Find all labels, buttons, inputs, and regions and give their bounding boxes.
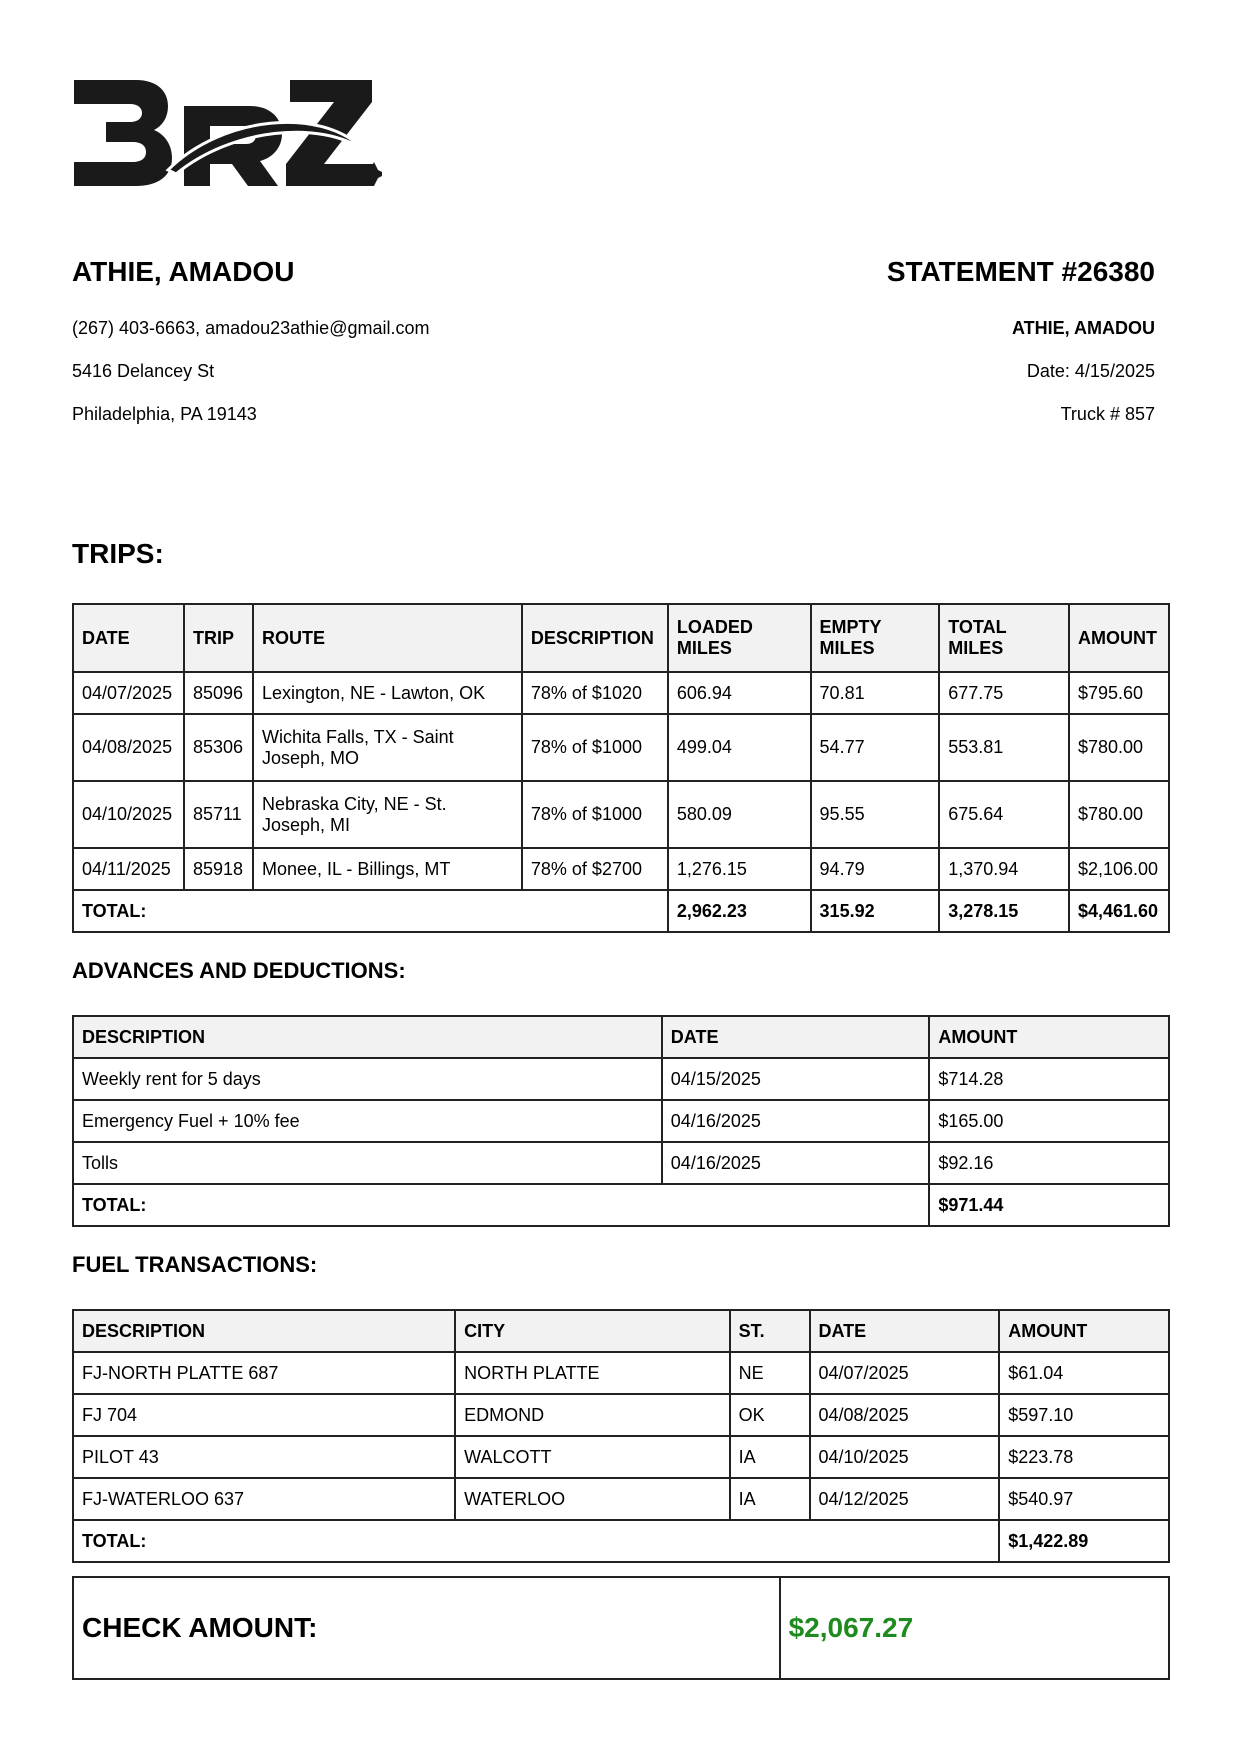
advance-date: 04/15/2025 [662, 1058, 930, 1100]
trips-total-loaded-miles: 2,962.23 [668, 890, 811, 932]
fuel-state: IA [730, 1436, 810, 1478]
advance-description: Tolls [73, 1142, 662, 1184]
table-row [73, 714, 1169, 781]
advance-amount: $165.00 [929, 1100, 1169, 1142]
check-amount-row [73, 1577, 1169, 1679]
table-row [73, 848, 1169, 890]
fuel-col-city: CITY [455, 1310, 729, 1352]
trip-loaded-miles: 1,276.15 [668, 848, 811, 890]
trips-col-description: DESCRIPTION [522, 604, 668, 672]
trip-total-miles: 675.64 [939, 781, 1069, 848]
driver-address-line2: Philadelphia, PA 19143 [72, 404, 257, 424]
trips-col-total-miles: TOTAL MILES [939, 604, 1069, 672]
fuel-description: FJ-NORTH PLATTE 687 [73, 1352, 455, 1394]
statement-date: Date: 4/15/2025 [1026, 361, 1155, 381]
fuel-date: 04/08/2025 [810, 1394, 1000, 1436]
table-row [73, 781, 1169, 848]
fuel-col-date: DATE [810, 1310, 1000, 1352]
trip-total-miles: 1,370.94 [939, 848, 1069, 890]
advances-total-label: TOTAL: [73, 1184, 929, 1226]
fuel-date: 04/12/2025 [810, 1478, 1000, 1520]
table-row [73, 1394, 1169, 1436]
table-row [73, 1100, 1169, 1142]
fuel-total-label: TOTAL: [73, 1520, 999, 1562]
check-amount-value: $2,067.27 [780, 1577, 1169, 1679]
table-row [73, 1436, 1169, 1478]
trip-number: 85096 [184, 672, 253, 714]
fuel-col-state: ST. [730, 1310, 810, 1352]
advances-total-row [73, 1184, 1169, 1226]
trips-total-label: TOTAL: [73, 890, 668, 932]
fuel-amount: $223.78 [999, 1436, 1169, 1478]
advances-table [72, 1015, 1170, 1227]
fuel-col-description: DESCRIPTION [73, 1310, 455, 1352]
table-row [73, 1352, 1169, 1394]
trip-empty-miles: 95.55 [811, 781, 940, 848]
trip-description: 78% of $1000 [522, 781, 668, 848]
fuel-description: FJ 704 [73, 1394, 455, 1436]
advance-description: Emergency Fuel + 10% fee [73, 1100, 662, 1142]
trip-route: Lexington, NE - Lawton, OK [253, 672, 522, 714]
fuel-city: EDMOND [455, 1394, 729, 1436]
trip-route: Wichita Falls, TX - Saint Joseph, MO [253, 714, 522, 781]
trips-table [72, 603, 1170, 933]
driver-contact: (267) 403-6663, amadou23athie@gmail.com [72, 318, 430, 338]
trips-total-empty-miles: 315.92 [811, 890, 940, 932]
fuel-total-amount: $1,422.89 [999, 1520, 1169, 1562]
advances-total-amount: $971.44 [929, 1184, 1169, 1226]
table-row [73, 1142, 1169, 1184]
fuel-title: FUEL TRANSACTIONS: [72, 1252, 318, 1277]
statement-name: ATHIE, AMADOU [1012, 318, 1155, 338]
fuel-table [72, 1309, 1170, 1563]
advance-date: 04/16/2025 [662, 1100, 930, 1142]
trip-empty-miles: 94.79 [811, 848, 940, 890]
check-amount-label: CHECK AMOUNT: [73, 1577, 780, 1679]
trip-route: Nebraska City, NE - St. Joseph, MI [253, 781, 522, 848]
fuel-city: NORTH PLATTE [455, 1352, 729, 1394]
trip-number: 85918 [184, 848, 253, 890]
trips-col-loaded-miles: LOADED MILES [668, 604, 811, 672]
fuel-state: OK [730, 1394, 810, 1436]
driver-name: ATHIE, AMADOU [72, 256, 295, 287]
fuel-amount: $61.04 [999, 1352, 1169, 1394]
advances-col-description: DESCRIPTION [73, 1016, 662, 1058]
trip-number: 85711 [184, 781, 253, 848]
trip-date: 04/08/2025 [73, 714, 184, 781]
trip-date: 04/10/2025 [73, 781, 184, 848]
trip-route: Monee, IL - Billings, MT [253, 848, 522, 890]
trip-description: 78% of $1020 [522, 672, 668, 714]
advance-date: 04/16/2025 [662, 1142, 930, 1184]
trips-total-total-miles: 3,278.15 [939, 890, 1069, 932]
advance-amount: $714.28 [929, 1058, 1169, 1100]
trip-date: 04/11/2025 [73, 848, 184, 890]
advance-description: Weekly rent for 5 days [73, 1058, 662, 1100]
trips-title: TRIPS: [72, 538, 164, 569]
trips-col-route: ROUTE [253, 604, 522, 672]
trip-total-miles: 677.75 [939, 672, 1069, 714]
fuel-city: WALCOTT [455, 1436, 729, 1478]
trip-description: 78% of $2700 [522, 848, 668, 890]
trip-empty-miles: 54.77 [811, 714, 940, 781]
fuel-description: PILOT 43 [73, 1436, 455, 1478]
trip-amount: $795.60 [1069, 672, 1169, 714]
trip-loaded-miles: 580.09 [668, 781, 811, 848]
trip-loaded-miles: 606.94 [668, 672, 811, 714]
trip-description: 78% of $1000 [522, 714, 668, 781]
table-row [73, 1478, 1169, 1520]
fuel-description: FJ-WATERLOO 637 [73, 1478, 455, 1520]
fuel-col-amount: AMOUNT [999, 1310, 1169, 1352]
table-row [73, 1058, 1169, 1100]
trip-amount: $2,106.00 [1069, 848, 1169, 890]
fuel-date: 04/10/2025 [810, 1436, 1000, 1478]
table-row [73, 672, 1169, 714]
trips-col-trip: TRIP [184, 604, 253, 672]
trip-amount: $780.00 [1069, 781, 1169, 848]
fuel-total-row [73, 1520, 1169, 1562]
fuel-date: 04/07/2025 [810, 1352, 1000, 1394]
trips-col-amount: AMOUNT [1069, 604, 1169, 672]
fuel-state: IA [730, 1478, 810, 1520]
fuel-state: NE [730, 1352, 810, 1394]
fuel-city: WATERLOO [455, 1478, 729, 1520]
advance-amount: $92.16 [929, 1142, 1169, 1184]
trip-total-miles: 553.81 [939, 714, 1069, 781]
fuel-header-row [73, 1310, 1169, 1352]
advances-title: ADVANCES AND DEDUCTIONS: [72, 958, 406, 983]
trips-total-amount: $4,461.60 [1069, 890, 1169, 932]
trips-col-date: DATE [73, 604, 184, 672]
advances-header-row [73, 1016, 1169, 1058]
trip-amount: $780.00 [1069, 714, 1169, 781]
advances-col-amount: AMOUNT [929, 1016, 1169, 1058]
trips-total-row [73, 890, 1169, 932]
statement-truck: Truck # 857 [1060, 404, 1155, 424]
trips-col-empty-miles: EMPTY MILES [811, 604, 940, 672]
brz-logo [72, 78, 382, 190]
driver-address-line1: 5416 Delancey St [72, 361, 215, 381]
trip-loaded-miles: 499.04 [668, 714, 811, 781]
fuel-amount: $540.97 [999, 1478, 1169, 1520]
check-amount-box [72, 1576, 1170, 1680]
fuel-amount: $597.10 [999, 1394, 1169, 1436]
statement-title: STATEMENT #26380 [886, 256, 1155, 287]
trip-empty-miles: 70.81 [811, 672, 940, 714]
advances-col-date: DATE [662, 1016, 930, 1058]
trip-number: 85306 [184, 714, 253, 781]
trips-header-row [73, 604, 1169, 672]
trip-date: 04/07/2025 [73, 672, 184, 714]
